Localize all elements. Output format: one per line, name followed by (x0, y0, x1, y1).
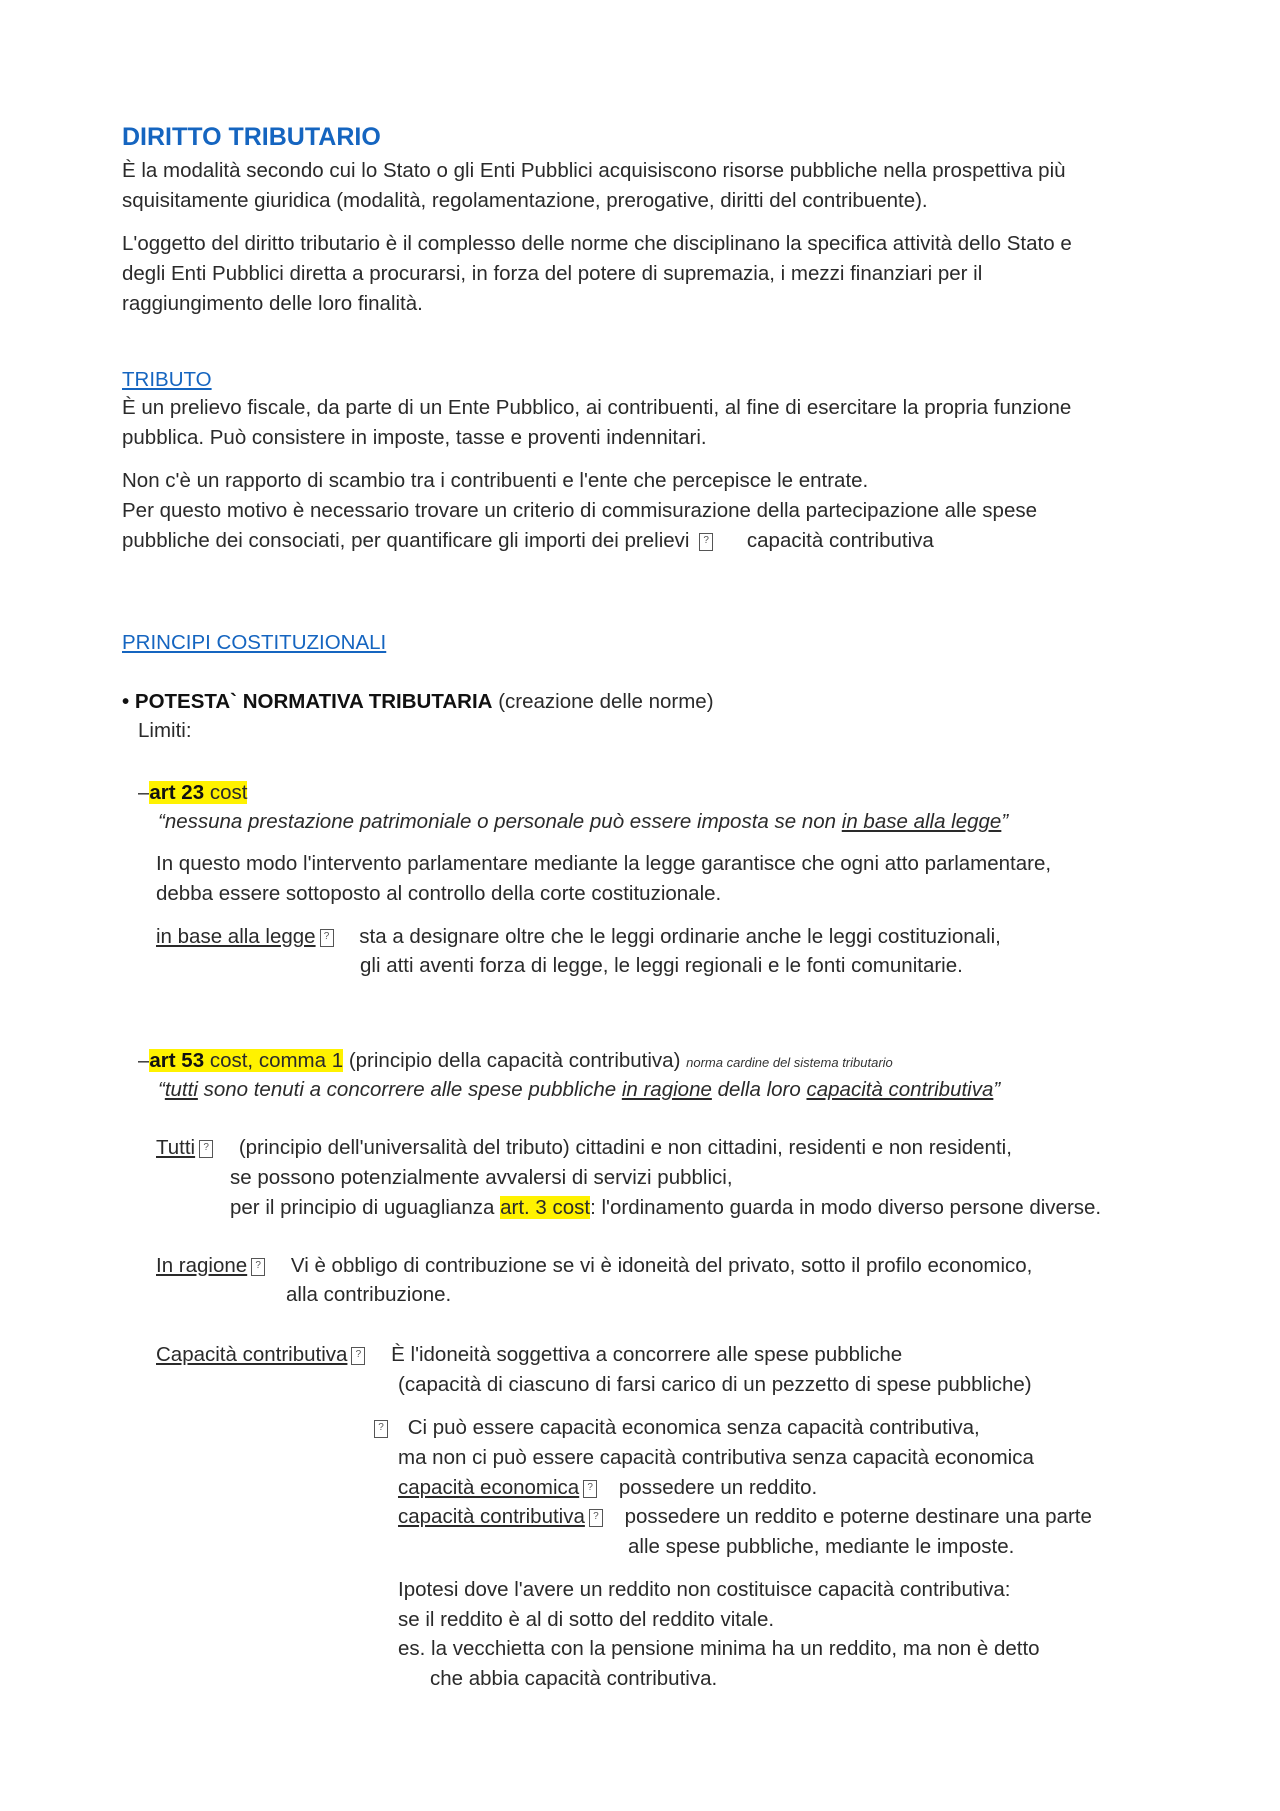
arrow-icon: ? (583, 1480, 597, 1498)
art23-text: In questo modo l'intervento parlamentare mediante la legge garantisce che ogni atto parlamentare, (156, 852, 1052, 875)
art23-text: debba essere sottoposto al controllo della corte costituzionale. (156, 882, 722, 905)
art53-highlight (149, 1049, 343, 1072)
ragione-line (156, 1251, 1032, 1281)
intro-text: L'oggetto del diritto tributario è il complesso delle norme che disciplinano la specifica attività dello Stato e (122, 232, 1072, 255)
quote-close: ” (993, 1078, 1001, 1101)
capacita-contributiva-text: alle spese pubbliche, mediante le imposte. (628, 1535, 1015, 1558)
capacita-text: Ci può essere capacità economica senza capacità contributiva, (407, 1416, 980, 1439)
tutti-line (156, 1133, 1012, 1163)
arrow-icon: ? (251, 1258, 265, 1276)
term-in-ragione: In ragione (156, 1254, 248, 1277)
ipotesi-text: es. la vecchietta con la pensione minima ha un reddito, ma non è detto (398, 1637, 1040, 1660)
tributo-text: pubbliche dei consociati, per quantificare gli importi dei prelievi (122, 529, 690, 552)
page-title: DIRITTO TRIBUTARIO (122, 123, 381, 151)
art53-desc: (principio della capacità contributiva) (348, 1049, 681, 1072)
capacita-economica-line (398, 1473, 817, 1503)
ipotesi-text: che abbia capacità contributiva. (430, 1667, 718, 1690)
art53-cost: cost, comma 1 (209, 1049, 344, 1072)
term-definition: sta a designare oltre che le leggi ordinarie anche le leggi costituzionali, (359, 925, 1001, 948)
ragione-text: alla contribuzione. (286, 1283, 452, 1306)
arrow-icon: ? (351, 1347, 365, 1365)
intro-text: È la modalità secondo cui lo Stato o gli Enti Pubblici acquisiscono risorse pubbliche nella prospettiva più (122, 159, 1066, 182)
capacita-line-3 (370, 1413, 980, 1443)
art23-cost: cost (209, 781, 248, 804)
limiti-label: Limiti: (138, 719, 192, 742)
tutti-text: per il principio di uguaglianza (230, 1196, 495, 1219)
tributo-text-line (122, 526, 934, 556)
tutti-line-3 (230, 1193, 1101, 1223)
quote-close: ” (1001, 810, 1009, 833)
art53-note: norma cardine del sistema tributario (686, 1055, 893, 1070)
quote-text: della loro (717, 1078, 801, 1101)
tributo-text: È un prelievo fiscale, da parte di un Ente Pubblico, ai contribuenti, al fine di esercitare la propria funzione (122, 396, 1072, 419)
term-definition: gli atti aventi forza di legge, le leggi regionali e le fonti comunitarie. (360, 954, 963, 977)
arrow-icon: ? (699, 533, 713, 551)
tutti-text: (principio dell'universalità del tributo) cittadini e non cittadini, residenti e non residenti, (238, 1136, 1012, 1159)
tutti-text: se possono potenzialmente avvalersi di servizi pubblici, (230, 1166, 733, 1189)
quote-underlined: capacità contributiva (806, 1078, 994, 1101)
capacita-text: (capacità di ciascuno di farsi carico di un pezzetto di spese pubbliche) (398, 1373, 1032, 1396)
ragione-text: Vi è obbligo di contribuzione se vi è idoneità del privato, sotto il profilo economico, (290, 1254, 1033, 1277)
art53-label: art 53 (149, 1049, 205, 1072)
tributo-text: capacità contributiva (746, 529, 934, 552)
ipotesi-text: Ipotesi dove l'avere un reddito non costituisce capacità contributiva: (398, 1578, 1011, 1601)
intro-text: squisitamente giuridica (modalità, regolamentazione, prerogative, diritti del contribuente). (122, 189, 928, 212)
term-tutti: Tutti (156, 1136, 196, 1159)
dash: – (138, 781, 150, 804)
capacita-text: È l'idoneità soggettiva a concorrere alle spese pubbliche (391, 1343, 903, 1366)
art23-label: art 23 (149, 781, 205, 804)
quote-underlined: in ragione (621, 1078, 712, 1101)
potesta-desc: (creazione delle norme) (498, 690, 714, 713)
art23-highlight (149, 781, 247, 804)
tributo-text: Per questo motivo è necessario trovare un criterio di commisurazione della partecipazione alle spese (122, 499, 1037, 522)
quote-open: “ (158, 1078, 165, 1101)
arrow-icon: ? (320, 929, 334, 947)
term-in-base-alla-legge: in base alla legge (156, 925, 316, 948)
art53-heading (138, 1046, 893, 1078)
quote-text: sono tenuti a concorrere alle spese pubbliche (203, 1078, 617, 1101)
section-heading-tributo[interactable]: TRIBUTO (122, 368, 212, 391)
quote-underlined: in base alla legge (841, 810, 1002, 833)
quote-text: “nessuna prestazione patrimoniale o personale può essere imposta se non (158, 810, 837, 833)
potesta-line (122, 687, 714, 717)
dash: – (138, 1049, 150, 1072)
quote-underlined: tutti (164, 1078, 198, 1101)
arrow-icon: ? (374, 1420, 388, 1438)
tributo-text: Non c'è un rapporto di scambio tra i contribuenti e l'ente che percepisce le entrate. (122, 469, 869, 492)
arrow-icon: ? (589, 1509, 603, 1527)
bullet-icon: • (122, 690, 130, 713)
capacita-contributiva-line (398, 1502, 1092, 1532)
intro-text: degli Enti Pubblici diretta a procurarsi, in forza del potere di supremazia, i mezzi finanziari per il (122, 262, 983, 285)
art23-term-line (156, 922, 1001, 952)
art23-heading (138, 778, 247, 808)
art3-highlight: art. 3 cost (500, 1196, 591, 1219)
section-heading-principi[interactable]: PRINCIPI COSTITUZIONALI (122, 631, 387, 654)
potesta-title: POTESTA` NORMATIVA TRIBUTARIA (134, 690, 493, 713)
intro-text: raggiungimento delle loro finalità. (122, 292, 423, 315)
capacita-contributiva-text: possedere un reddito e poterne destinare una parte (624, 1505, 1092, 1528)
art53-quote (158, 1075, 1000, 1105)
tributo-text: pubblica. Può consistere in imposte, tasse e proventi indennitari. (122, 426, 707, 449)
term-capacita-economica: capacità economica (398, 1476, 580, 1499)
tutti-text: : l'ordinamento guarda in modo diverso persone diverse. (590, 1196, 1102, 1219)
term-capacita-contributiva-2: capacità contributiva (398, 1505, 585, 1528)
capacita-economica-text: possedere un reddito. (618, 1476, 818, 1499)
capacita-line (156, 1340, 902, 1370)
art23-quote (158, 807, 1008, 837)
term-capacita-contributiva: Capacità contributiva (156, 1343, 348, 1366)
capacita-text: ma non ci può essere capacità contributiva senza capacità economica (398, 1446, 1034, 1469)
ipotesi-text: se il reddito è al di sotto del reddito vitale. (398, 1608, 775, 1631)
arrow-icon: ? (199, 1140, 213, 1158)
